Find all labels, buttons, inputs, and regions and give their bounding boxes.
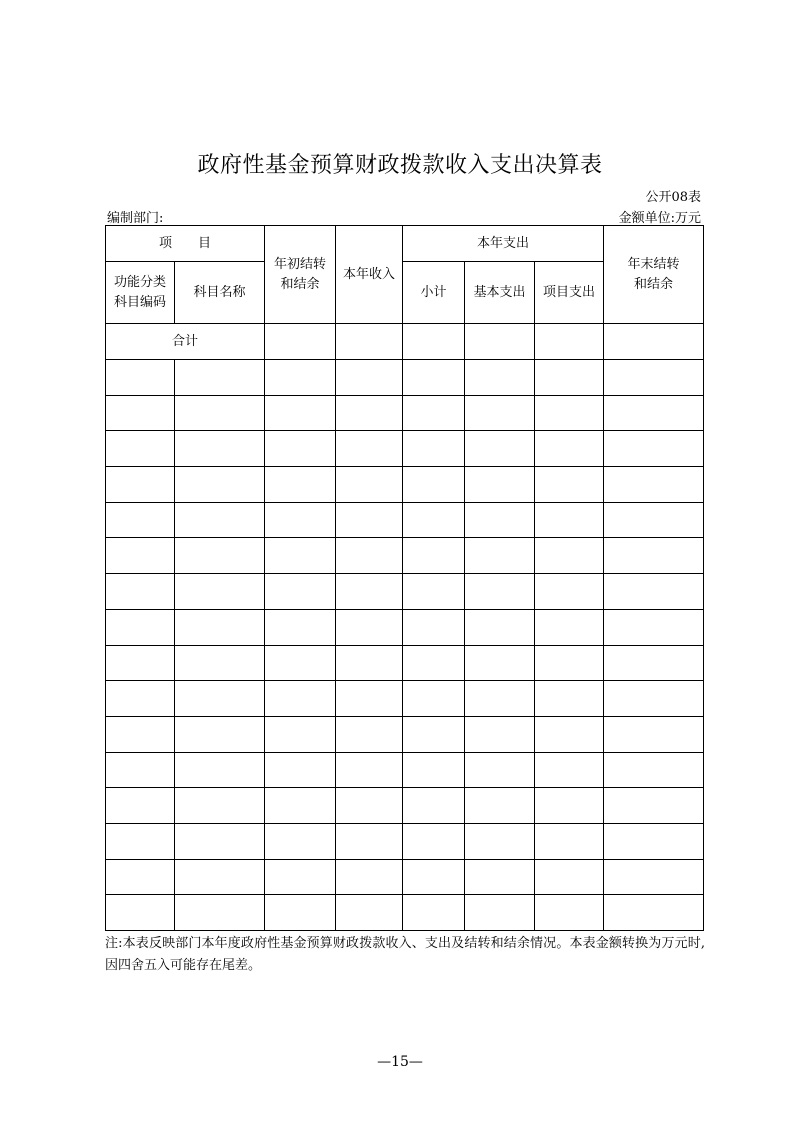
table-cell bbox=[465, 395, 535, 431]
table-row bbox=[106, 716, 704, 752]
table-cell bbox=[403, 467, 465, 503]
header-basic: 基本支出 bbox=[465, 262, 535, 324]
table-cell bbox=[535, 681, 604, 717]
table-cell bbox=[465, 788, 535, 824]
table-cell bbox=[604, 431, 704, 467]
table-cell bbox=[535, 538, 604, 574]
table-cell bbox=[465, 574, 535, 610]
table-cell bbox=[604, 360, 704, 396]
table-row bbox=[106, 752, 704, 788]
table-cell bbox=[604, 859, 704, 895]
header-row-1 bbox=[106, 226, 704, 262]
budget-table bbox=[105, 225, 704, 931]
table-cell bbox=[265, 502, 336, 538]
table-cell bbox=[106, 645, 175, 681]
table-cell bbox=[604, 574, 704, 610]
table-cell bbox=[175, 645, 265, 681]
header-item: 项 目 bbox=[106, 226, 265, 262]
table-number: 公开08表 bbox=[645, 190, 701, 205]
table-cell bbox=[465, 502, 535, 538]
table-row bbox=[106, 502, 704, 538]
table-cell bbox=[106, 609, 175, 645]
table-cell bbox=[403, 823, 465, 859]
table-cell bbox=[465, 467, 535, 503]
table-cell bbox=[106, 395, 175, 431]
total-cell bbox=[535, 324, 604, 360]
table-cell bbox=[265, 609, 336, 645]
table-cell bbox=[403, 788, 465, 824]
table-cell bbox=[336, 645, 403, 681]
table-cell bbox=[604, 395, 704, 431]
table-cell bbox=[336, 502, 403, 538]
table-cell bbox=[336, 859, 403, 895]
table-cell bbox=[403, 502, 465, 538]
table-cell bbox=[265, 431, 336, 467]
table-cell bbox=[465, 609, 535, 645]
table-cell bbox=[535, 431, 604, 467]
table-cell bbox=[106, 360, 175, 396]
table-cell bbox=[265, 823, 336, 859]
table-cell bbox=[604, 788, 704, 824]
table-row bbox=[106, 360, 704, 396]
table-cell bbox=[336, 431, 403, 467]
table-cell bbox=[265, 467, 336, 503]
total-row bbox=[106, 324, 704, 360]
table-cell bbox=[106, 502, 175, 538]
table-cell bbox=[465, 823, 535, 859]
table-cell bbox=[106, 431, 175, 467]
table-cell bbox=[465, 431, 535, 467]
header-code: 功能分类 科目编码 bbox=[106, 262, 175, 324]
table-cell bbox=[604, 681, 704, 717]
table-cell bbox=[336, 360, 403, 396]
table-cell bbox=[535, 645, 604, 681]
table-cell bbox=[403, 681, 465, 717]
table-cell bbox=[465, 645, 535, 681]
table-row bbox=[106, 609, 704, 645]
table-cell bbox=[265, 645, 336, 681]
header-expenditure: 本年支出 bbox=[403, 226, 604, 262]
total-label: 合计 bbox=[106, 324, 265, 360]
table-cell bbox=[265, 360, 336, 396]
page-number: —15— bbox=[377, 1054, 423, 1070]
table-cell bbox=[106, 467, 175, 503]
table-cell bbox=[175, 502, 265, 538]
table-cell bbox=[535, 823, 604, 859]
table-cell bbox=[175, 360, 265, 396]
table-cell bbox=[535, 752, 604, 788]
table-cell bbox=[535, 609, 604, 645]
table-cell bbox=[465, 716, 535, 752]
table-cell bbox=[403, 859, 465, 895]
table-row bbox=[106, 538, 704, 574]
table-cell bbox=[336, 538, 403, 574]
table-cell bbox=[175, 823, 265, 859]
table-cell bbox=[106, 788, 175, 824]
table-cell bbox=[604, 467, 704, 503]
header-project: 项目支出 bbox=[535, 262, 604, 324]
table-cell bbox=[403, 574, 465, 610]
table-cell bbox=[336, 823, 403, 859]
total-cell bbox=[265, 324, 336, 360]
table-cell bbox=[336, 609, 403, 645]
header-begin-balance: 年初结转 和结余 bbox=[265, 226, 336, 324]
table-cell bbox=[465, 859, 535, 895]
table-cell bbox=[604, 823, 704, 859]
table-cell bbox=[175, 752, 265, 788]
table-cell bbox=[535, 502, 604, 538]
table-cell bbox=[175, 681, 265, 717]
table-cell bbox=[535, 895, 604, 931]
table-cell bbox=[403, 716, 465, 752]
table-cell bbox=[265, 538, 336, 574]
table-cell bbox=[106, 716, 175, 752]
table-cell bbox=[403, 895, 465, 931]
table-cell bbox=[604, 895, 704, 931]
table-cell bbox=[175, 467, 265, 503]
table-cell bbox=[106, 752, 175, 788]
table-cell bbox=[265, 681, 336, 717]
table-cell bbox=[604, 645, 704, 681]
table-cell bbox=[465, 752, 535, 788]
table-cell bbox=[403, 752, 465, 788]
table-cell bbox=[106, 681, 175, 717]
table-cell bbox=[175, 609, 265, 645]
table-cell bbox=[535, 859, 604, 895]
table-cell bbox=[336, 574, 403, 610]
table-cell bbox=[336, 788, 403, 824]
document-title: 政府性基金预算财政拨款收入支出决算表 bbox=[197, 153, 603, 178]
table-row bbox=[106, 431, 704, 467]
total-cell bbox=[336, 324, 403, 360]
table-cell bbox=[465, 538, 535, 574]
table-row bbox=[106, 645, 704, 681]
table-cell bbox=[106, 823, 175, 859]
table-cell bbox=[604, 716, 704, 752]
table-note: 注:本表反映部门本年度政府性基金预算财政拨款收入、支出及结转和结余情况。本表金额转换为万元时,因四舍五入可能存在尾差。 bbox=[105, 936, 705, 973]
table-cell bbox=[465, 895, 535, 931]
table-cell bbox=[265, 895, 336, 931]
total-cell bbox=[403, 324, 465, 360]
table-cell bbox=[535, 574, 604, 610]
table-cell bbox=[604, 752, 704, 788]
table-row bbox=[106, 681, 704, 717]
header-end-balance: 年末结转 和结余 bbox=[604, 226, 704, 324]
total-cell bbox=[604, 324, 704, 360]
table-cell bbox=[175, 716, 265, 752]
table-cell bbox=[535, 788, 604, 824]
table-cell bbox=[465, 360, 535, 396]
table-cell bbox=[535, 395, 604, 431]
total-cell bbox=[465, 324, 535, 360]
table-cell bbox=[336, 716, 403, 752]
table-cell bbox=[403, 645, 465, 681]
table-cell bbox=[175, 895, 265, 931]
table-cell bbox=[175, 859, 265, 895]
table-row bbox=[106, 574, 704, 610]
table-cell bbox=[403, 431, 465, 467]
table-cell bbox=[265, 788, 336, 824]
table-cell bbox=[106, 895, 175, 931]
department-label: 编制部门: bbox=[107, 211, 164, 226]
table-cell bbox=[604, 502, 704, 538]
table-cell bbox=[265, 859, 336, 895]
table-cell bbox=[265, 716, 336, 752]
table-cell bbox=[336, 895, 403, 931]
header-subtotal: 小计 bbox=[403, 262, 465, 324]
table-cell bbox=[175, 788, 265, 824]
table-row bbox=[106, 823, 704, 859]
table-row bbox=[106, 895, 704, 931]
table-row bbox=[106, 467, 704, 503]
table-cell bbox=[336, 395, 403, 431]
table-cell bbox=[336, 681, 403, 717]
table-cell bbox=[535, 360, 604, 396]
table-cell bbox=[106, 574, 175, 610]
table-cell bbox=[403, 395, 465, 431]
table-cell bbox=[175, 574, 265, 610]
table-cell bbox=[403, 538, 465, 574]
table-cell bbox=[265, 574, 336, 610]
table-cell bbox=[106, 538, 175, 574]
header-income: 本年收入 bbox=[336, 226, 403, 324]
table-cell bbox=[465, 681, 535, 717]
table-cell bbox=[175, 431, 265, 467]
table-cell bbox=[336, 752, 403, 788]
table-cell bbox=[403, 609, 465, 645]
table-cell bbox=[535, 467, 604, 503]
table-row bbox=[106, 395, 704, 431]
unit-label: 金额单位:万元 bbox=[618, 211, 701, 226]
table-cell bbox=[403, 360, 465, 396]
table-cell bbox=[336, 467, 403, 503]
table-cell bbox=[604, 609, 704, 645]
header-name: 科目名称 bbox=[175, 262, 265, 324]
table-row bbox=[106, 788, 704, 824]
table-cell bbox=[175, 538, 265, 574]
table-row bbox=[106, 859, 704, 895]
table-cell bbox=[604, 538, 704, 574]
table-cell bbox=[265, 395, 336, 431]
table-cell bbox=[535, 716, 604, 752]
table-cell bbox=[175, 395, 265, 431]
table-cell bbox=[106, 859, 175, 895]
table-cell bbox=[265, 752, 336, 788]
